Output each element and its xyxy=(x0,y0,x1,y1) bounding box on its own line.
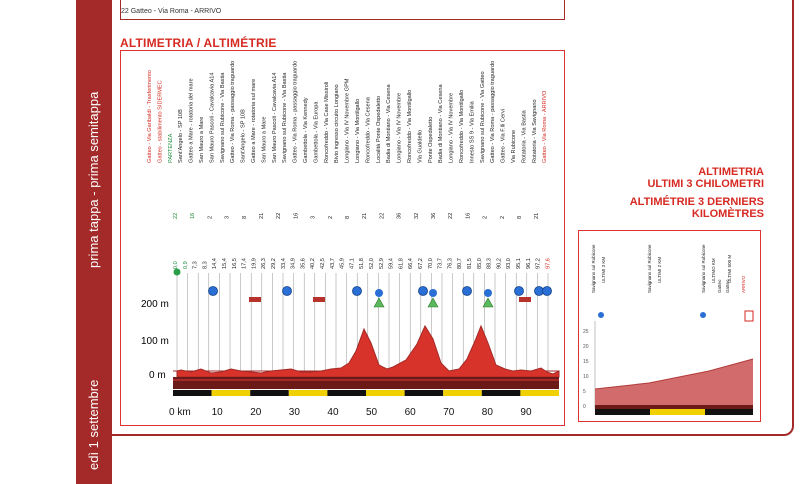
km-value-label: 80,7 xyxy=(457,258,464,269)
km-value-label: 33,4 xyxy=(280,258,287,269)
km-value-label: 90,2 xyxy=(496,258,503,269)
km-value-label: 51,8 xyxy=(359,258,366,269)
timing-bar-icon xyxy=(519,297,531,302)
kom-icon xyxy=(428,298,438,307)
km-value-label: 45,9 xyxy=(339,258,346,269)
road-band xyxy=(173,377,559,389)
km-remaining-label: 36 xyxy=(396,212,403,219)
km-value-label: 59,4 xyxy=(388,258,395,269)
place-label: Gatteo - Via F.lli Cervi xyxy=(500,109,507,163)
place-label: Gatteo a Mare - rotatoria del mare xyxy=(188,78,195,163)
kom-icon xyxy=(374,298,384,307)
y-label-100: 100 m xyxy=(141,336,169,347)
km-remaining-label: 32 xyxy=(413,212,420,219)
place-label: Roncofreddo - Via Montilgallo xyxy=(407,89,413,163)
place-label: Longiano - Via IV Novembre xyxy=(448,92,455,163)
place-label: Innesto SS 9 - Via Emilia xyxy=(469,101,476,163)
mini-scale-2 xyxy=(650,409,705,415)
km-scale-segment xyxy=(482,390,521,396)
km-scale-segment xyxy=(520,390,559,396)
ultimi-title-1: ALTIMETRIA xyxy=(698,166,764,178)
km-value-label: 42,5 xyxy=(320,258,326,269)
km-value-label: 47,1 xyxy=(349,258,356,269)
top-table xyxy=(120,0,565,20)
km-remaining-label: 8 xyxy=(517,215,523,219)
km-value-label: 97,6 xyxy=(545,258,552,269)
mini-sprint-icon-2 xyxy=(700,312,706,318)
x-axis-label: 30 xyxy=(288,407,300,418)
elevation-profile xyxy=(177,326,559,377)
place-label: Via Gualdello xyxy=(417,129,424,163)
sprint-icon xyxy=(463,287,472,296)
place-label: PARTENZA xyxy=(167,133,174,163)
sprint-icon xyxy=(209,287,218,296)
km-value-label: 70,0 xyxy=(427,258,434,269)
km-remaining-label: 36 xyxy=(431,212,437,219)
ultimi-title-2: ULTIMI 3 CHILOMETRI xyxy=(647,178,764,190)
place-label: Gatteo - Via Roma - ARRIVO xyxy=(542,90,549,163)
place-label: Gambettola - Via Kennedy xyxy=(303,97,309,163)
km-value-label: 7,3 xyxy=(192,261,199,269)
mini-place-label: ARRIVO xyxy=(741,275,746,293)
last-3km-chart xyxy=(579,231,760,421)
km-remaining-label: 22 xyxy=(379,212,386,219)
sprint-icon xyxy=(419,287,428,296)
km-value-label: 52,0 xyxy=(369,258,375,269)
y-label-0: 0 m xyxy=(149,370,166,381)
mini-scale-1 xyxy=(595,409,650,415)
mini-road xyxy=(595,405,753,409)
km-remaining-label: 22 xyxy=(173,212,179,219)
timing-bar-icon xyxy=(249,297,261,302)
place-label: San Mauro a Mare xyxy=(261,116,268,163)
kom-sprint-icon xyxy=(375,289,383,297)
km-value-label: 96,1 xyxy=(525,258,532,269)
km-value-label: 26,3 xyxy=(261,258,268,269)
altimetry-chart xyxy=(121,51,564,425)
finish-icon xyxy=(745,311,753,321)
x-axis-label: 80 xyxy=(481,407,493,418)
ultimi-title-4: KILOMÈTRES xyxy=(691,208,764,220)
x-axis-label: 40 xyxy=(327,407,339,418)
place-label: Badia di Montiano - Via Cesena xyxy=(438,84,445,163)
km-remaining-label: 3 xyxy=(310,215,317,219)
km-value-label: 16,5 xyxy=(231,258,238,269)
km-value-label: 29,2 xyxy=(271,258,277,269)
km-scale-segment xyxy=(327,390,366,396)
km-scale-segment xyxy=(405,390,444,396)
mini-y-tick: 15 xyxy=(583,359,589,365)
place-label: Gatteo - Via Roma - passaggio traguardo xyxy=(230,60,237,163)
km-value-label: 14,4 xyxy=(212,258,219,269)
mini-place-label: Savignano sul Rubicone xyxy=(701,244,706,293)
x-axis-label: 10 xyxy=(211,407,223,418)
km-scale-segment xyxy=(289,390,328,396)
km-value-label: 67,2 xyxy=(418,258,424,269)
sprint-icon xyxy=(543,287,552,296)
place-label: Roncofreddo - Via Cesena xyxy=(365,97,372,163)
place-label: Rotatoria - Via Bastia xyxy=(521,110,528,163)
km-scale-segment xyxy=(250,390,289,396)
km-value-label: 0,9 xyxy=(182,261,189,269)
km-remaining-label: 2 xyxy=(482,215,489,219)
place-label: Savignano sul Rubicone - Via Gatteo xyxy=(479,71,486,163)
x-axis-label: 50 xyxy=(366,407,378,418)
km-scale-segment xyxy=(443,390,482,396)
km-value-label: 93,0 xyxy=(506,258,513,269)
mini-scale-3 xyxy=(705,409,753,415)
altimetry-panel xyxy=(120,50,565,426)
km-value-label: 97,2 xyxy=(535,258,542,269)
ultimi-title-3: ALTIMÉTRIE 3 DERNIERS xyxy=(629,196,764,208)
x-axis-label: 60 xyxy=(404,407,416,418)
place-label: Gatteo - Via Garibaldi - Trasferimento xyxy=(147,70,153,163)
km-scale-segment xyxy=(212,390,251,396)
top-table-row: 22 Gatteo - Via Roma - ARRIVO xyxy=(121,8,222,15)
km-scale-segment xyxy=(366,390,405,396)
km-value-label: 95,1 xyxy=(516,258,522,269)
place-label: San Mauro a Mare xyxy=(199,116,205,163)
mini-place-label: Savignano sul Rubicone xyxy=(591,244,596,293)
km-remaining-label: 21 xyxy=(259,212,265,219)
km-remaining-label: 3 xyxy=(224,215,231,219)
place-label: Rotatoria - Via Savignano xyxy=(531,99,538,163)
mini-y-tick: 25 xyxy=(583,329,589,335)
x-axis-label: 0 km xyxy=(169,407,191,418)
km-remaining-label: 8 xyxy=(241,215,248,219)
mini-place-label: Gatteo xyxy=(725,279,730,293)
km-value-label: 35,6 xyxy=(300,258,307,269)
place-label: Gambettola - Via Europa xyxy=(313,101,320,163)
km-value-label: 88,3 xyxy=(486,258,493,269)
mini-sprint-icon xyxy=(598,312,604,318)
km-remaining-label: 2 xyxy=(499,215,506,219)
km-scale-segment xyxy=(173,390,212,396)
km-value-label: 66,4 xyxy=(408,258,415,269)
place-label: Roncofreddo - Via Case Missiroli xyxy=(323,81,330,163)
km-value-label: 34,9 xyxy=(290,258,297,269)
km-value-label: 85,0 xyxy=(476,258,483,269)
x-axis-label: 90 xyxy=(520,407,532,418)
km-value-label: 52,9 xyxy=(378,258,385,269)
km-value-label: 43,7 xyxy=(329,258,336,269)
sprint-icon xyxy=(515,287,524,296)
place-label: Longiano - Via IV Novembre xyxy=(396,92,403,163)
km-value-label: 61,8 xyxy=(398,258,405,269)
place-label: Savignano sul Rubicone - Via Bastia xyxy=(219,72,226,163)
place-label: Longiano - Via Montilgallo xyxy=(355,98,361,163)
mini-y-tick: 0 xyxy=(583,404,586,410)
place-label: San Mauro Pascoli - Cavalcavia A14 xyxy=(271,72,278,163)
place-label: Gatteo - Via Roma - passaggio traguardo xyxy=(490,60,497,163)
km-remaining-label: 16 xyxy=(465,212,472,219)
place-label: Gatteo - stabilimento SIDERMEC xyxy=(157,80,164,163)
place-label: Località Ponte Ospedaletto xyxy=(375,95,382,163)
place-label: Longiano - Via IV Novembre GPM xyxy=(344,78,351,163)
mini-y-tick: 5 xyxy=(583,389,586,395)
place-label: Roncofreddo - Via Montilgallo xyxy=(459,89,465,163)
mini-y-tick: 10 xyxy=(583,374,589,380)
kom-sprint-icon xyxy=(484,289,492,297)
place-label: Ponte Ospedaletto xyxy=(427,116,434,163)
date-label: edì 1 settembre xyxy=(86,379,101,470)
mini-y-tick: 20 xyxy=(583,344,589,350)
km-remaining-label: 21 xyxy=(362,212,369,219)
road-band-stripe xyxy=(173,379,559,381)
km-value-label: 73,7 xyxy=(437,258,444,269)
km-remaining-label: 2 xyxy=(207,215,214,219)
x-axis-label: 70 xyxy=(443,407,455,418)
sprint-icon xyxy=(353,287,362,296)
km-remaining-label: 16 xyxy=(190,212,197,219)
mini-place-label: Savignano sul Rubicone xyxy=(647,244,652,293)
timing-bar-icon xyxy=(313,297,325,302)
stage-label: prima tappa - prima semitappa xyxy=(86,91,101,268)
km-remaining-label: 21 xyxy=(534,212,541,219)
km-remaining-label: 8 xyxy=(345,215,351,219)
place-label: Bivio ingresso circuito Longiano xyxy=(334,84,341,163)
km-remaining-label: 22 xyxy=(448,212,455,219)
place-label: Gatteo - Via Roma - passaggio traguardo xyxy=(292,60,299,163)
place-label: Savignano sul Rubicone - Via Bastia xyxy=(282,72,289,163)
start-marker-icon xyxy=(174,269,181,276)
place-label: Sant'Angelo - SP 10B xyxy=(178,109,185,163)
km-value-label: 19,9 xyxy=(251,258,258,269)
sprint-icon xyxy=(283,287,292,296)
km-value-label: 8,3 xyxy=(202,261,209,269)
km-remaining-label: 16 xyxy=(293,212,300,219)
place-label: Via Rubicone xyxy=(511,129,517,163)
mini-distance-label: ULTIMI 500 M xyxy=(727,254,732,283)
y-label-200: 200 m xyxy=(141,299,169,310)
mini-place-label: Gatteo xyxy=(717,279,722,293)
x-axis-label: 20 xyxy=(250,407,262,418)
place-label: Badia di Montiano - Via Cesena xyxy=(386,84,393,163)
km-value-label: 76,3 xyxy=(447,258,454,269)
kom-sprint-icon xyxy=(429,289,437,297)
km-remaining-label: 2 xyxy=(327,215,334,219)
mini-distance-label: ULTIMI 3 KM xyxy=(601,256,606,283)
section-title: ALTIMETRIA / ALTIMÉTRIE xyxy=(120,36,277,50)
place-label: Sant'Angelo - SP 10B xyxy=(240,109,247,163)
km-value-label: 40,2 xyxy=(310,258,317,269)
last-3km-panel xyxy=(578,230,761,422)
km-value-label: 81,5 xyxy=(467,258,473,269)
place-label: San Mauro Pascoli - Cavalcavia A14 xyxy=(209,72,216,163)
km-remaining-label: 22 xyxy=(276,212,283,219)
mini-distance-label: ULTIMI 2 KM xyxy=(657,256,662,283)
km-value-label: 15,4 xyxy=(222,258,228,269)
mini-distance-label: ULTIMO KM xyxy=(711,258,716,283)
km-value-label: 17,4 xyxy=(241,258,248,269)
place-label: Gatteo a Mare - rotatoria sul mare xyxy=(251,78,257,163)
mini-profile-fill xyxy=(595,359,753,409)
km-value-label: 0,0 xyxy=(173,261,179,269)
